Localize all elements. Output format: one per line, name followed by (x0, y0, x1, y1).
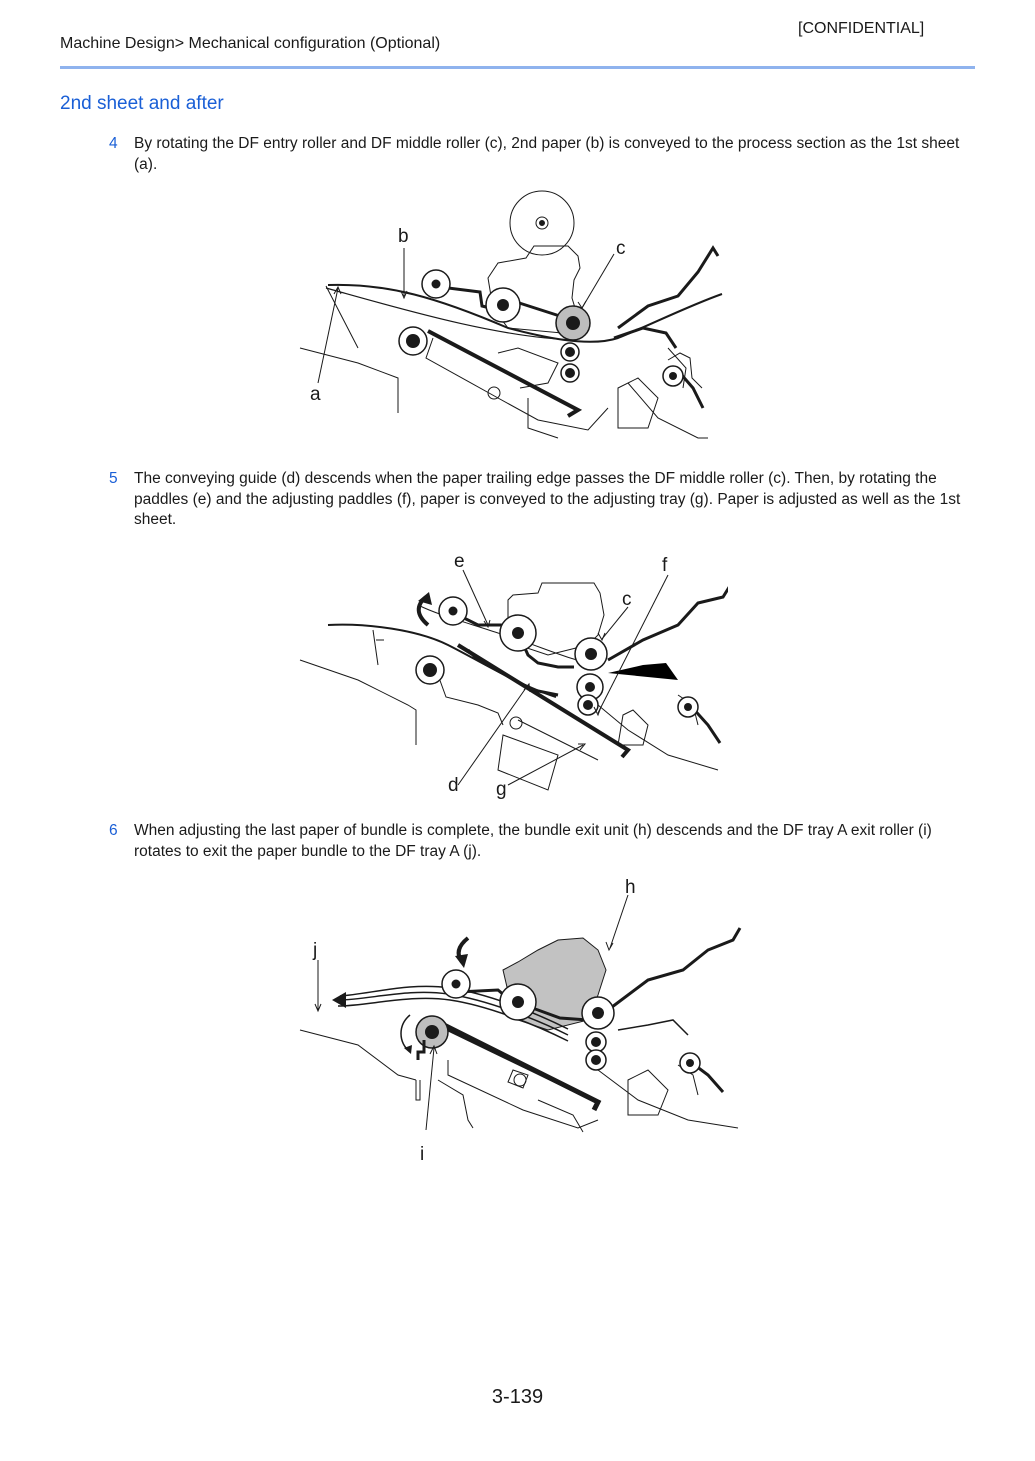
label-f: f (662, 555, 668, 576)
step-number: 4 (109, 135, 118, 152)
step-6 (109, 821, 975, 862)
section-title: 2nd sheet and after (60, 93, 224, 114)
figure-step-4 (298, 188, 728, 450)
step-text: The conveying guide (d) descends when the paper trailing edge passes the DF middle roller (c). Then, by rotating the paddles (e) and the adjusting paddles (f), paper is conveyed to the adjusting tray (g). Paper is adjusted as well as the 1st sheet. (134, 470, 961, 528)
figure-step-6 (298, 870, 743, 1170)
figure-step-5 (298, 545, 728, 800)
page-number: 3-139 (491, 1386, 544, 1408)
confidential-label: [CONFIDENTIAL] (798, 20, 925, 37)
label-e: e (454, 551, 465, 572)
label-a: a (310, 384, 321, 405)
label-c: c (616, 238, 626, 259)
step-4 (109, 134, 975, 175)
step-number: 6 (109, 822, 118, 839)
label-h: h (625, 877, 636, 898)
label-c: c (622, 589, 632, 610)
label-i: i (420, 1144, 425, 1165)
label-g: g (496, 779, 507, 800)
step-5 (109, 469, 975, 531)
header-title: Machine Design> Mechanical configuration (Optional) (60, 35, 441, 52)
step-text: By rotating the DF entry roller and DF middle roller (c), 2nd paper (b) is conveyed to the process section as the 1st sheet (a). (134, 135, 960, 173)
label-j: j (313, 940, 318, 961)
header-rule (60, 66, 975, 69)
label-d: d (448, 775, 459, 796)
step-number: 5 (109, 470, 118, 487)
step-text: When adjusting the last paper of bundle is complete, the bundle exit unit (h) descends and the DF tray A exit roller (i) rotates to exit the paper bundle to the DF tray A (j). (134, 822, 932, 860)
label-b: b (398, 226, 409, 247)
